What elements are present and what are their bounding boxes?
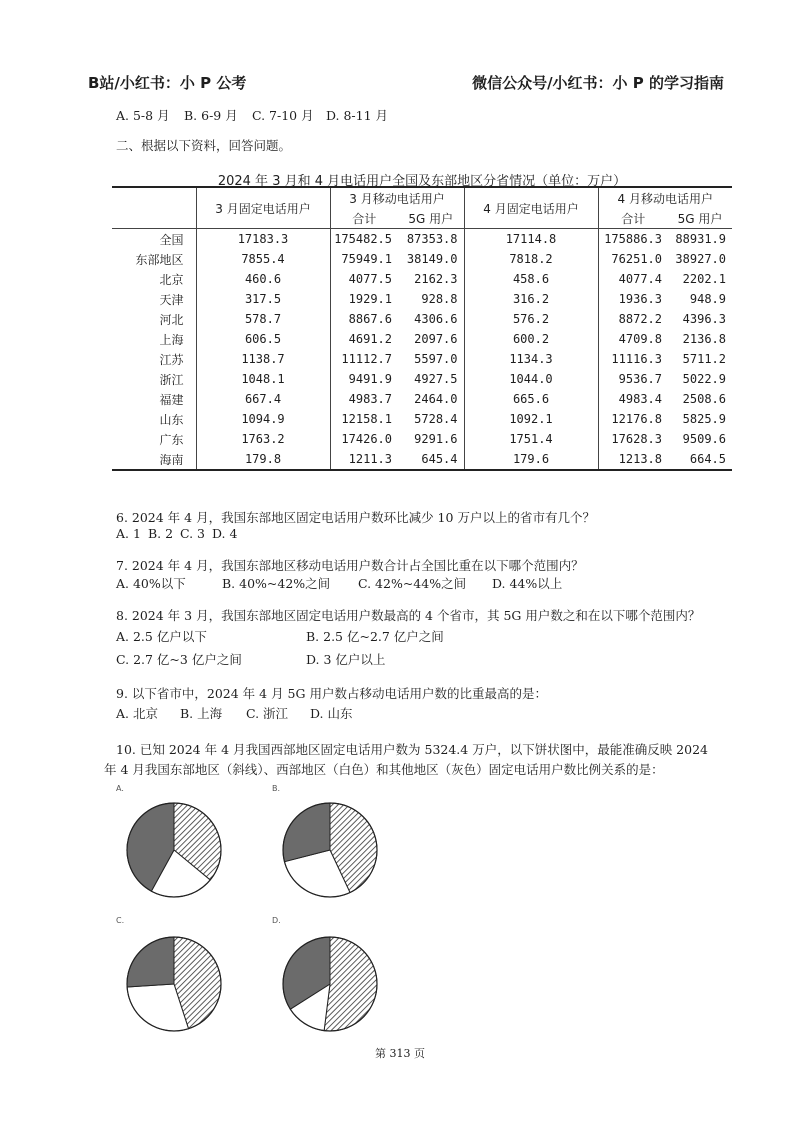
sub-apr-5g: 5G 用户 [668, 208, 732, 229]
data-table [112, 186, 732, 471]
cell-apr-total: 4709.8 [598, 329, 668, 349]
cell-region: 江苏 [159, 352, 184, 367]
cell-apr-5g: 2136.8 [682, 332, 726, 346]
cell-region: 天津 [159, 292, 184, 307]
cell-apr-total: 1936.3 [598, 289, 668, 309]
q9-option-b[interactable]: B. 上海 [179, 706, 223, 721]
cell-apr-fixed: 1044.0 [464, 369, 598, 389]
table-row [112, 349, 732, 369]
section-title: 二、根据以下资料，回答问题。 [116, 138, 292, 153]
sub-apr-total: 合计 [598, 208, 668, 229]
cell-apr-total: 1213.8 [598, 449, 668, 470]
cell-mar-total: 4691.2 [330, 329, 398, 349]
cell-mar-fixed: 17183.3 [196, 229, 330, 250]
q7-option-a[interactable]: A. 40%以下 [116, 576, 186, 591]
cell-mar-5g: 4306.6 [414, 312, 458, 326]
q6-text: 6. 2024 年 4 月，我国东部地区固定电话用户数环比减少 10 万户以上的省市有几个？ [116, 510, 595, 525]
cell-region: 上海 [159, 332, 184, 347]
cell-apr-fixed: 7818.2 [464, 249, 598, 269]
cell-mar-5g: 5597.0 [414, 352, 458, 366]
header-right: 微信公众号/小红书：小 P 的学习指南 [472, 74, 724, 92]
pie-chart-a[interactable] [124, 800, 224, 900]
cell-apr-fixed: 665.6 [464, 389, 598, 409]
cell-mar-5g: 928.8 [421, 292, 458, 306]
cell-apr-5g: 2202.1 [682, 272, 726, 286]
q6-options [116, 526, 237, 541]
cell-apr-total: 17628.3 [598, 429, 668, 449]
cell-mar-5g: 645.4 [421, 452, 458, 466]
q8-option-c[interactable]: C. 2.7 亿~3 亿户之间 [116, 652, 242, 667]
cell-apr-total: 76251.0 [598, 249, 668, 269]
q7-option-c[interactable]: C. 42%~44%之间 [357, 576, 467, 591]
cell-apr-5g: 5825.9 [682, 412, 726, 426]
cell-region: 海南 [159, 452, 184, 467]
cell-apr-5g: 88931.9 [675, 232, 726, 246]
table-row [112, 449, 732, 470]
q6-option-b[interactable]: B. 2 [147, 526, 174, 541]
cell-mar-fixed: 179.8 [196, 449, 330, 470]
cell-mar-fixed: 1048.1 [196, 369, 330, 389]
cell-mar-fixed: 7855.4 [196, 249, 330, 269]
cell-apr-fixed: 1134.3 [464, 349, 598, 369]
cell-mar-total: 8867.6 [330, 309, 398, 329]
pie-b-label[interactable]: B. [272, 784, 281, 793]
q9-option-a[interactable]: A. 北京 [116, 706, 158, 721]
table-row [112, 289, 732, 309]
cell-mar-total: 11112.7 [330, 349, 398, 369]
cell-apr-total: 9536.7 [598, 369, 668, 389]
cell-apr-total: 12176.8 [598, 409, 668, 429]
cell-mar-fixed: 1763.2 [196, 429, 330, 449]
pie-c-label[interactable]: C. [116, 916, 125, 925]
cell-apr-fixed: 17114.8 [464, 229, 598, 250]
cell-apr-total: 175886.3 [598, 229, 668, 250]
table-row [112, 409, 732, 429]
pie-chart-d[interactable] [280, 934, 380, 1034]
page-number: 第 313 页 [375, 1047, 425, 1060]
other-slice [127, 937, 174, 987]
cell-apr-5g: 4396.3 [682, 312, 726, 326]
table-row [112, 369, 732, 389]
cell-mar-total: 4983.7 [330, 389, 398, 409]
cell-mar-total: 175482.5 [330, 229, 398, 250]
pie-d-label[interactable]: D. [272, 916, 281, 925]
pie-chart-b[interactable] [280, 800, 380, 900]
cell-region: 广东 [159, 432, 184, 447]
table-title: 2024 年 3 月和 4 月电话用户全国及东部地区分省情况（单位：万户） [217, 174, 627, 189]
cell-mar-5g: 2464.0 [414, 392, 458, 406]
cell-apr-total: 11116.3 [598, 349, 668, 369]
table-row [112, 249, 732, 269]
cell-apr-5g: 5711.2 [682, 352, 726, 366]
cell-apr-fixed: 1092.1 [464, 409, 598, 429]
option-c[interactable]: C. 7-10 月 [251, 108, 314, 123]
corner-cell [112, 187, 196, 229]
cell-mar-5g: 4927.5 [414, 372, 458, 386]
cell-apr-5g: 664.5 [689, 452, 726, 466]
q9-option-d[interactable]: D. 山东 [309, 706, 353, 721]
cell-apr-total: 4077.4 [598, 269, 668, 289]
cell-apr-5g: 948.9 [689, 292, 726, 306]
table-row [112, 229, 732, 250]
cell-region: 河北 [159, 312, 184, 327]
option-d[interactable]: D. 8-11 月 [325, 108, 389, 123]
q8-options-row2 [116, 650, 385, 668]
q10-text-line1: 10. 已知 2024 年 4 月我国西部地区固定电话用户数为 5324.4 万户，以下饼状图中，最能准确反映 2024 [116, 742, 708, 757]
header-mar-mobile: 3 月移动电话用户 [330, 187, 464, 208]
east-slice [324, 937, 377, 1031]
table-row [112, 389, 732, 409]
cell-apr-5g: 9509.6 [682, 432, 726, 446]
cell-mar-5g: 87353.8 [406, 232, 458, 246]
cell-mar-total: 4077.5 [330, 269, 398, 289]
option-a[interactable]: A. 5-8 月 [116, 108, 170, 123]
sub-mar-5g: 5G 用户 [398, 208, 464, 229]
cell-apr-5g: 2508.6 [682, 392, 726, 406]
cell-mar-5g: 2162.3 [414, 272, 458, 286]
cell-region: 山东 [159, 412, 184, 427]
cell-mar-fixed: 1138.7 [196, 349, 330, 369]
cell-mar-5g: 5728.4 [414, 412, 458, 426]
table-row [112, 429, 732, 449]
cell-region: 福建 [159, 392, 184, 407]
cell-mar-fixed: 606.5 [196, 329, 330, 349]
cell-mar-5g: 38149.0 [406, 252, 458, 266]
header-left: B站/小红书：小 P 公考 [88, 74, 247, 92]
cell-mar-5g: 9291.6 [414, 432, 458, 446]
cell-mar-fixed: 460.6 [196, 269, 330, 289]
q9-text: 9. 以下省市中，2024 年 4 月 5G 用户数占移动电话用户数的比重最高的是： [116, 686, 547, 701]
cell-apr-total: 4983.4 [598, 389, 668, 409]
q9-options [116, 704, 352, 722]
q9-option-c[interactable]: C. 浙江 [245, 706, 289, 721]
cell-region: 全国 [159, 232, 184, 247]
q6-option-a[interactable]: A. 1 [116, 526, 141, 541]
header-apr-fixed: 4 月固定电话用户 [464, 187, 598, 229]
cell-mar-total: 9491.9 [330, 369, 398, 389]
cell-mar-total: 12158.1 [330, 409, 398, 429]
cell-mar-fixed: 1094.9 [196, 409, 330, 429]
cell-apr-fixed: 458.6 [464, 269, 598, 289]
table-row [112, 309, 732, 329]
cell-apr-fixed: 576.2 [464, 309, 598, 329]
q8-options-row1 [116, 627, 444, 645]
q8-option-a[interactable]: A. 2.5 亿户以下 [116, 629, 207, 644]
q7-text: 7. 2024 年 4 月，我国东部地区移动电话用户数合计占全国比重在以下哪个范围内？ [116, 558, 584, 573]
cell-region: 北京 [159, 272, 184, 287]
cell-apr-total: 8872.2 [598, 309, 668, 329]
table-row [112, 269, 732, 289]
cell-mar-total: 75949.1 [330, 249, 398, 269]
cell-region: 东部地区 [135, 252, 184, 267]
cell-mar-fixed: 578.7 [196, 309, 330, 329]
q10-text-line2: 年 4 月我国东部地区（斜线）、西部地区（白色）和其他地区（灰色）固定电话用户数比例关系的是： [104, 762, 664, 777]
cell-mar-total: 17426.0 [330, 429, 398, 449]
pie-a-label[interactable]: A. [116, 784, 124, 793]
prev-question-options [116, 106, 388, 124]
option-b[interactable]: B. 6-9 月 [183, 108, 238, 123]
cell-apr-5g: 5022.9 [682, 372, 726, 386]
cell-mar-total: 1929.1 [330, 289, 398, 309]
q7-option-d[interactable]: D. 44%以上 [491, 576, 563, 591]
q7-options [116, 574, 562, 592]
sub-mar-total: 合计 [330, 208, 398, 229]
cell-apr-fixed: 1751.4 [464, 429, 598, 449]
cell-apr-fixed: 316.2 [464, 289, 598, 309]
cell-region: 浙江 [159, 372, 184, 387]
cell-mar-total: 1211.3 [330, 449, 398, 470]
q8-option-b[interactable]: B. 2.5 亿~2.7 亿户之间 [305, 629, 444, 644]
table-row [112, 329, 732, 349]
q8-text: 8. 2024 年 3 月，我国东部地区固定电话用户数最高的 4 个省市，其 5G 用户数之和在以下哪个范围内？ [116, 608, 701, 623]
cell-mar-5g: 2097.6 [414, 332, 458, 346]
q8-option-d[interactable]: D. 3 亿户以上 [305, 652, 386, 667]
cell-apr-fixed: 179.6 [464, 449, 598, 470]
q7-option-b[interactable]: B. 40%~42%之间 [221, 576, 331, 591]
q6-option-c[interactable]: C. 3 [179, 526, 205, 541]
cell-mar-fixed: 317.5 [196, 289, 330, 309]
q6-option-d[interactable]: D. 4 [211, 526, 238, 541]
cell-mar-fixed: 667.4 [196, 389, 330, 409]
cell-apr-fixed: 600.2 [464, 329, 598, 349]
pie-chart-c[interactable] [124, 934, 224, 1034]
header-mar-fixed: 3 月固定电话用户 [196, 187, 330, 229]
cell-apr-5g: 38927.0 [675, 252, 726, 266]
header-apr-mobile: 4 月移动电话用户 [598, 187, 732, 208]
